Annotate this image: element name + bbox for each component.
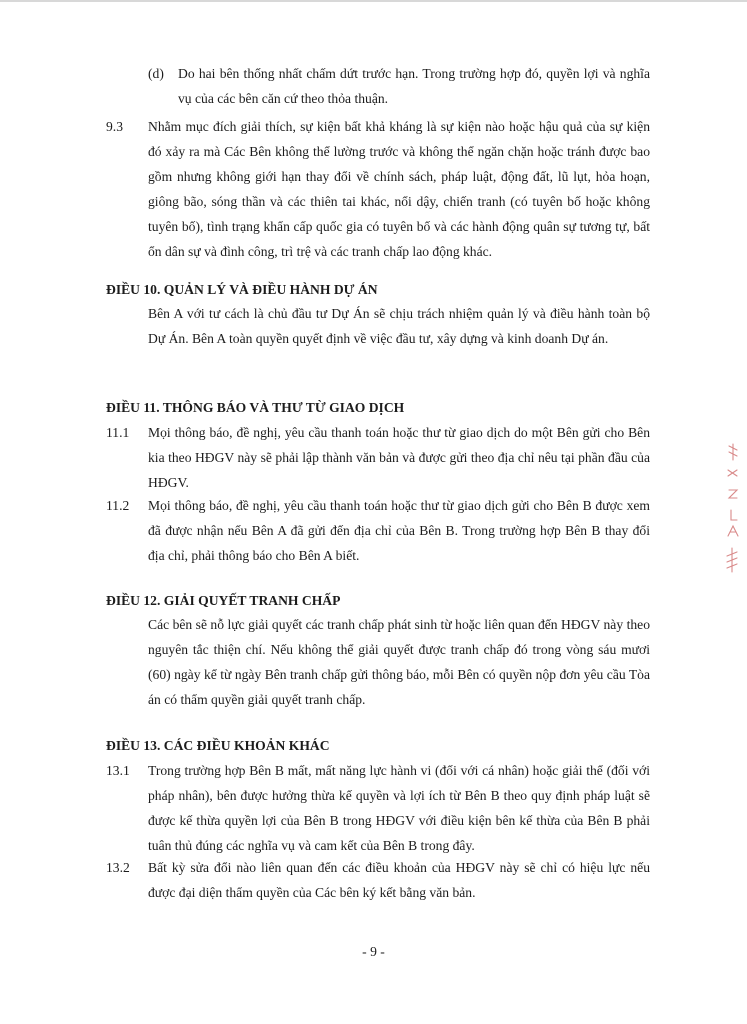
clause-11-2-text: Mọi thông báo, đề nghị, yêu cầu thanh toán hoặc thư từ giao dịch gửi cho Bên B được xem đã được nhận nếu Bên A đã gửi đến địa chỉ của Bên B. Trong trường hợp Bên B thay đổi địa chỉ, phải thông báo cho Bên A biết. (148, 498, 650, 563)
article-12-heading: ĐIỀU 12. GIẢI QUYẾT TRANH CHẤP (106, 593, 341, 608)
handwritten-initials-icon (723, 440, 743, 580)
clause-9-3-number: 9.3 (106, 119, 123, 134)
article-10-heading: ĐIỀU 10. QUẢN LÝ VÀ ĐIỀU HÀNH DỰ ÁN (106, 282, 378, 297)
article-10-text: Bên A với tư cách là chủ đầu tư Dự Án sẽ chịu trách nhiệm quản lý và điều hành toàn bộ Dự Án. Bên A toàn quyền quyết định về việc đầu tư, xây dựng và kinh doanh Dự án. (148, 306, 650, 346)
clause-9-3-text: Nhằm mục đích giải thích, sự kiện bất khả kháng là sự kiện nào hoặc hậu quả của sự kiện đó xảy ra mà Các Bên không thể lường trước và không thể ngăn chặn hoặc tránh được bao gồm nhưng không giới hạn thay đổi về chính sách, pháp luật, động đất, lũ lụt, hỏa hoạn, giông bão, sóng thần và các thiên tai khác, nổi dậy, chiến tranh (có tuyên bố hoặc không tuyên bố), tình trạng khẩn cấp quốc gia có tuyên bố và các hành động quân sự tương tự, bất ổn dân sự và đình công, trì trệ và các tranh chấp lao động khác. (148, 119, 650, 259)
margin-initials-mark (723, 440, 743, 580)
page-number: - 9 - (362, 944, 385, 959)
page-top-edge (0, 0, 747, 2)
article-12-text: Các bên sẽ nỗ lực giải quyết các tranh chấp phát sinh từ hoặc liên quan đến HĐGV này theo nguyên tắc thiện chí. Nếu không thể giải quyết được tranh chấp đó trong vòng sáu mươi (60) ngày kể từ ngày Bên tranh chấp gửi thông báo, mỗi Bên có quyền nộp đơn yêu cầu Tòa án có thẩm quyền giải quyết tranh chấp. (148, 617, 650, 707)
clause-d-text: Do hai bên thống nhất chấm dứt trước hạn. Trong trường hợp đó, quyền lợi và nghĩa vụ của các bên căn cứ theo thỏa thuận. (178, 66, 650, 106)
clause-11-1-text: Mọi thông báo, đề nghị, yêu cầu thanh toán hoặc thư từ giao dịch do một Bên gửi cho Bên kia theo HĐGV này sẽ phải lập thành văn bản và được gửi theo địa chỉ nêu tại phần đầu của HĐGV. (148, 425, 650, 490)
clause-13-2-number: 13.2 (106, 860, 130, 875)
clause-11-2-number: 11.2 (106, 498, 130, 513)
clause-13-1-text: Trong trường hợp Bên B mất, mất năng lực hành vi (đối với cá nhân) hoặc giải thể (đối với pháp nhân), bên được hưởng thừa kế quyền và lợi ích từ Bên B theo quy định pháp luật sẽ được kế thừa quyền lợi của Bên B trong HĐGV với điều kiện bên kế thừa của Bên B phải tuân thủ đúng các nghĩa vụ và cam kết của Bên B trong đây. (148, 763, 650, 853)
clause-13-2-text: Bất kỳ sửa đổi nào liên quan đến các điều khoản của HĐGV này sẽ chỉ có hiệu lực nếu được đại diện thẩm quyền của Các bên ký kết bằng văn bản. (148, 860, 650, 900)
article-11-heading: ĐIỀU 11. THÔNG BÁO VÀ THƯ TỪ GIAO DỊCH (106, 400, 405, 415)
clause-13-1-number: 13.1 (106, 763, 130, 778)
article-13-heading: ĐIỀU 13. CÁC ĐIỀU KHOẢN KHÁC (106, 738, 330, 753)
clause-11-1-number: 11.1 (106, 425, 130, 440)
clause-d-marker: (d) (148, 66, 164, 81)
